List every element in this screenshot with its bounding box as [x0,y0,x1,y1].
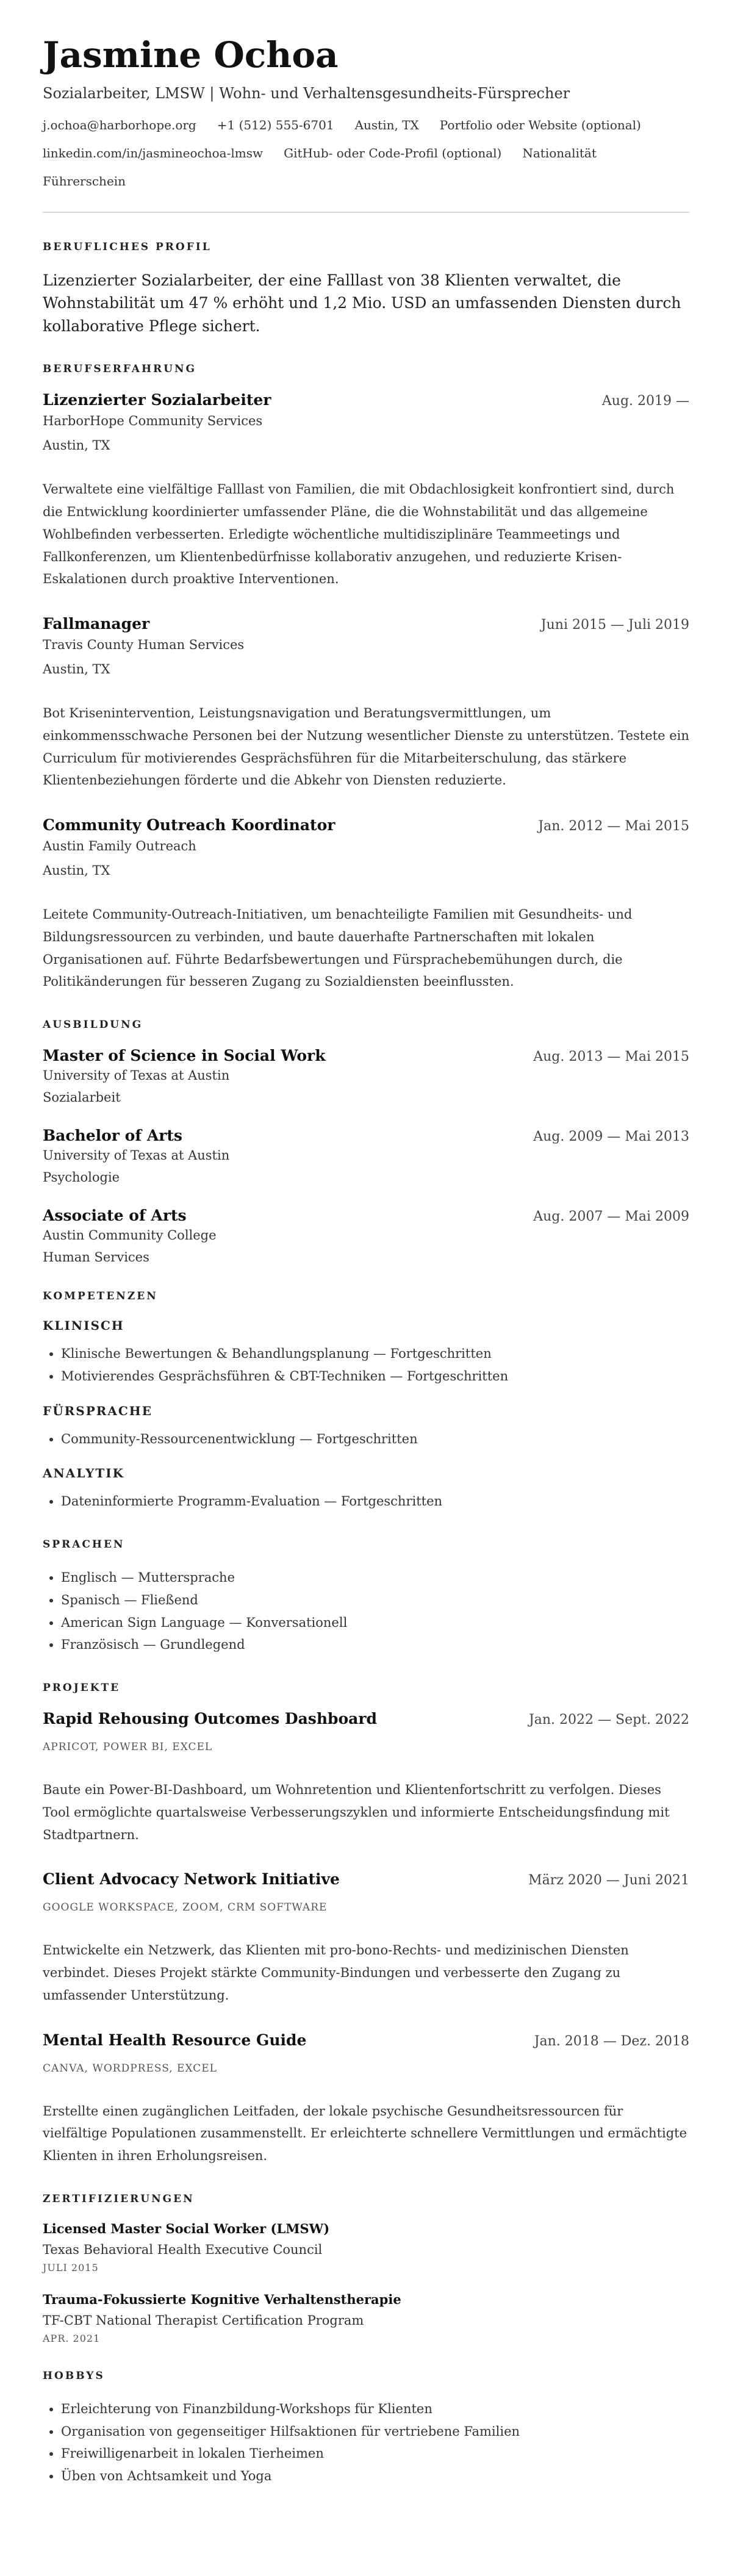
education-dates: Aug. 2009 — Mai 2013 [533,1129,689,1145]
contact-list [43,118,689,188]
language-item: • American Sign Language — Konversationell [61,1612,689,1634]
skill-group [43,1466,689,1513]
section-experience [43,363,689,993]
project-tools: CANVA, WORDPRESS, EXCEL [43,2062,217,2075]
education-entry [43,1207,689,1265]
section-education [43,1019,689,1265]
language-item: • Spanisch — Fließend [61,1589,689,1612]
skill-group [43,1318,689,1388]
job-title: Lizenzierter Sozialarbeiter [43,391,271,409]
section-profile [43,241,689,338]
project-dates: März 2020 — Juni 2021 [528,1873,689,1889]
skill-item: • Community-Ressourcenentwicklung — Fortgeschritten [61,1428,689,1451]
job-location: Austin, TX [43,662,110,677]
project-tools: APRICOT, POWER BI, EXCEL [43,1741,213,1754]
project-description: Erstellte einen zugänglichen Leitfaden, der lokale psychische Gesundheitsressourcen für vielfältige Populationen zusammenstellt. Er erleichterte schnellere Vermittlungen und ermächtigte Klienten in ihren Erholungsreisen. [43,2103,687,2164]
job-dates: Jan. 2012 — Mai 2015 [538,819,689,834]
contact-email[interactable]: j.ochoa@harborhope.org [43,117,196,132]
profile-summary: Lizenzierter Sozialarbeiter, der eine Falllast von 38 Klienten verwaltet, die Wohnstabilität um 47 % erhöht und 1,2 Mio. USD an umfassenden Diensten durch kollaborative Pflege sichert. [43,271,681,335]
project-name: Rapid Rehousing Outcomes Dashboard [43,1710,378,1728]
project-tools: GOOGLE WORKSPACE, ZOOM, CRM SOFTWARE [43,1901,328,1914]
hobby-item: • Erleichterung von Finanzbildung-Workshops für Klienten [61,2398,689,2420]
contact-phone[interactable]: +1 (512) 555-6701 [217,117,334,132]
section-title: HOBBYS [43,2369,105,2382]
experience-entry [43,391,689,590]
certification-issuer: Texas Behavioral Health Executive Council [43,2242,323,2257]
section-title: BERUFLICHES PROFIL [43,240,212,253]
employer: Travis County Human Services [43,637,245,653]
job-description: Verwaltete eine vielfältige Falllast von Familien, die mit Obdachlosigkeit konfrontiert sind, durch die Entwicklung koordinierter umfassender Pläne, die die Wohnstabilität und das allgemeine Wohlbefinden verbesserten. Erledigte wöchentliche multidisziplinäre Teammeetings und Fallkonferenzen, um Klientenbedürfnisse kollaborativ anzugehen, und reduzierte Krisen-Eskalationen durch proaktive Interventionen. [43,482,675,587]
field-of-study: Psychologie [43,1170,120,1185]
project-entry [43,2031,689,2167]
certification-date: JULI 2015 [43,2261,99,2273]
section-certifications [43,2193,689,2344]
section-title: AUSBILDUNG [43,1019,143,1031]
job-description: Leitete Community-Outreach-Initiativen, um benachteiligte Familien mit Gesundheits- und Bildungsressourcen zu verbinden, und baute dauerhafte Partnerschaften mit lokalen Organisationen auf. Führte Bedarfsbewertungen und Fürsprachebemühungen durch, die Politikänderungen für besseren Zugang zu Sozialdiensten beeinflussten. [43,907,633,989]
section-title: SPRACHEN [43,1538,125,1551]
header-divider [43,212,689,213]
contact-location: Austin, TX [354,117,419,132]
field-of-study: Human Services [43,1250,149,1265]
job-description: Bot Krisenintervention, Leistungsnavigation und Beratungsvermittlungen, um einkommensschwache Personen bei der Nutzung wesentlicher Dienste zu unterstützen. Testete ein Curriculum für motivierendes Gesprächsführen für die Mitarbeiterschulung, das stärkere Klientenbeziehungen förderte und die Abkehr von Diensten reduzierte. [43,706,689,788]
hobby-item: • Üben von Achtsamkeit und Yoga [61,2465,689,2488]
candidate-name: Jasmine Ochoa [43,34,339,76]
degree: Master of Science in Social Work [43,1047,326,1065]
job-dates: Juni 2015 — Juli 2019 [540,617,689,633]
resume-header [43,34,689,188]
job-dates: Aug. 2019 — [601,393,689,409]
section-projects [43,1682,689,2167]
project-dates: Jan. 2022 — Sept. 2022 [528,1712,689,1728]
contact-drivers-license: Führerschein [43,173,126,188]
job-title: Fallmanager [43,615,150,633]
contact-nationality: Nationalität [522,145,597,160]
section-languages [43,1538,689,1656]
skill-group-title: FÜRSPRACHE [43,1403,152,1418]
degree: Associate of Arts [43,1207,187,1225]
job-location: Austin, TX [43,438,110,453]
skill-item: • Motivierendes Gesprächsführen & CBT-Techniken — Fortgeschritten [61,1365,689,1388]
education-dates: Aug. 2007 — Mai 2009 [533,1209,689,1225]
employer: Austin Family Outreach [43,839,196,854]
project-dates: Jan. 2018 — Dez. 2018 [534,2033,689,2049]
hobby-item: • Freiwilligenarbeit in lokalen Tierheimen [61,2442,689,2465]
certification-date: APR. 2021 [43,2332,101,2344]
project-name: Client Advocacy Network Initiative [43,1870,340,1889]
education-entry [43,1047,689,1105]
project-description: Entwickelte ein Netzwerk, das Klienten mit pro-bono-Rechts- und medizinischen Diensten verbindet. Dieses Projekt stärkte Community-Bindungen und verbesserte den Zugang zu umfassender Unterstützung. [43,1943,629,2003]
certification-name: Licensed Master Social Worker (LMSW) [43,2220,330,2236]
section-title: KOMPETENZEN [43,1290,158,1303]
language-item: • Französisch — Grundlegend [61,1634,689,1656]
certification-entry [43,2292,689,2344]
employer: HarborHope Community Services [43,414,263,429]
skill-group-title: ANALYTIK [43,1466,124,1481]
contact-github[interactable]: GitHub- oder Code-Profil (optional) [284,145,502,160]
degree: Bachelor of Arts [43,1127,183,1145]
school: University of Texas at Austin [43,1068,230,1083]
hobby-item: • Organisation von gegenseitiger Hilfsaktionen für vertriebene Familien [61,2420,689,2443]
skill-item: • Dateninformierte Programm-Evaluation — Fortgeschritten [61,1490,689,1513]
certification-issuer: TF-CBT National Therapist Certification Program [43,2312,364,2328]
project-description: Baute ein Power-BI-Dashboard, um Wohnretention und Klientenfortschritt zu verfolgen. Dieses Tool ermöglichte quartalsweise Verbesserungszyklen und informierte Entscheidungsfindung mit Stadtpartnern. [43,1782,670,1842]
project-entry [43,1870,689,2006]
education-entry [43,1127,689,1185]
section-skills [43,1290,689,1513]
school: Austin Community College [43,1228,217,1243]
language-item: • Englisch — Muttersprache [61,1566,689,1589]
certification-name: Trauma-Fokussierte Kognitive Verhaltenstherapie [43,2291,401,2307]
section-title: ZERTIFIZIERUNGEN [43,2192,195,2205]
project-name: Mental Health Resource Guide [43,2031,307,2049]
headline: Sozialarbeiter, LMSW | Wohn- und Verhaltensgesundheits-Fürsprecher [43,84,570,102]
section-title: BERUFSERFAHRUNG [43,363,197,376]
skill-group-title: KLINISCH [43,1318,124,1333]
field-of-study: Sozialarbeit [43,1090,121,1105]
section-title: PROJEKTE [43,1682,121,1695]
education-dates: Aug. 2013 — Mai 2015 [533,1049,689,1065]
contact-portfolio[interactable]: Portfolio oder Website (optional) [439,117,641,132]
skill-group [43,1404,689,1451]
experience-entry [43,615,689,792]
certification-entry [43,2221,689,2273]
job-title: Community Outreach Koordinator [43,816,336,834]
project-entry [43,1710,689,1846]
school: University of Texas at Austin [43,1148,230,1163]
contact-linkedin[interactable]: linkedin.com/in/jasmineochoa-lmsw [43,145,264,160]
skill-item: • Klinische Bewertungen & Behandlungsplanung — Fortgeschritten [61,1343,689,1365]
job-location: Austin, TX [43,863,110,878]
experience-entry [43,816,689,993]
section-hobbies [43,2370,689,2488]
